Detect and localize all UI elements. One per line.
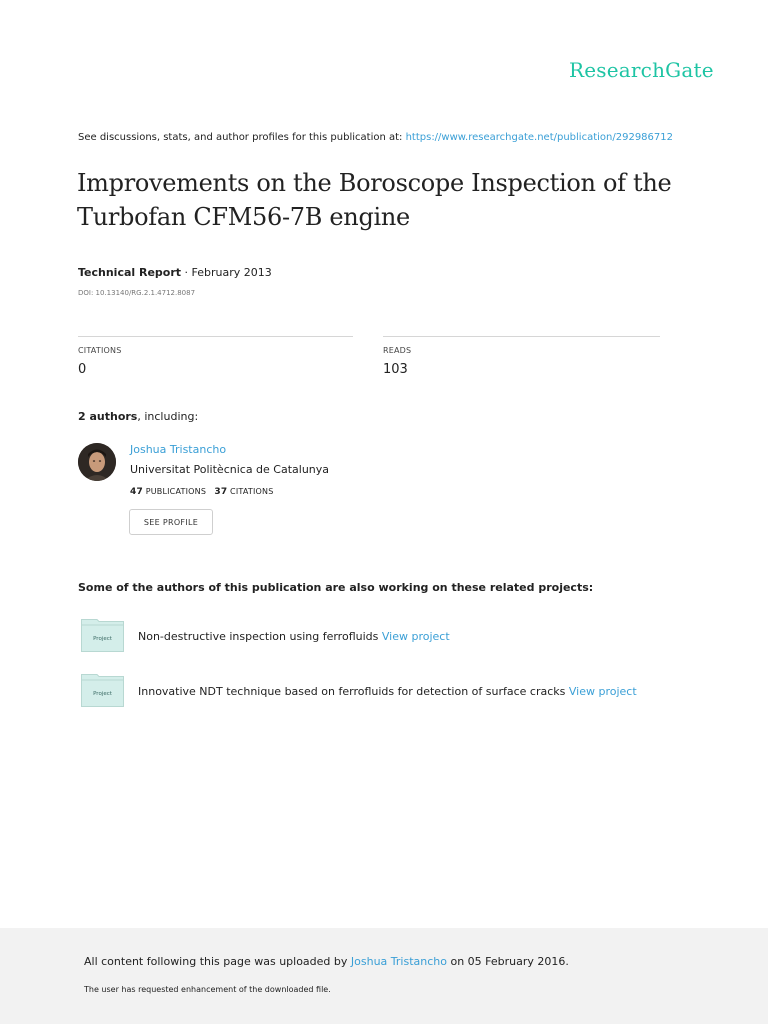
upload-notice: [84, 955, 569, 968]
reads-label: READS: [383, 346, 412, 355]
project-folder-icon: [81, 674, 124, 707]
authors-suffix: , including:: [137, 410, 199, 423]
project-icon-label: Project: [93, 636, 112, 642]
avatar-photo: [78, 443, 116, 481]
discussion-text: See discussions, stats, and author profiles for this publication at:: [78, 132, 406, 143]
project-folder-icon: [81, 619, 124, 652]
see-profile-button[interactable]: SEE PROFILE: [129, 509, 213, 535]
author-name-link[interactable]: Joshua Tristancho: [130, 443, 227, 456]
authors-count: 2 authors: [78, 410, 138, 423]
projects-heading: Some of the authors of this publication are also working on these related projects:: [78, 581, 594, 594]
publication-url-link[interactable]: https://www.researchgate.net/publication/292986712: [405, 132, 673, 143]
uploader-link[interactable]: Joshua Tristancho: [350, 955, 447, 968]
publication-date: · February 2013: [181, 266, 272, 279]
project-item: [138, 630, 450, 643]
view-project-link[interactable]: View project: [568, 685, 637, 698]
project-title: Non-destructive inspection using ferrofluids: [138, 630, 382, 643]
project-title: Innovative NDT technique based on ferrofluids for detection of surface cracks: [138, 685, 569, 698]
view-project-link[interactable]: View project: [381, 630, 450, 643]
researchgate-logo[interactable]: ResearchGate: [569, 58, 714, 82]
enhancement-note: The user has requested enhancement of the downloaded file.: [84, 985, 331, 994]
publication-doi: DOI: 10.13140/RG.2.1.4712.8087: [78, 289, 196, 297]
citations-label: CITATIONS: [78, 346, 122, 355]
project-item: [138, 685, 637, 698]
citations-divider: [78, 336, 353, 337]
reads-value: 103: [383, 362, 408, 377]
author-publications-count: 47: [130, 487, 143, 497]
publication-title: Improvements on the Boroscope Inspection of the Turbofan CFM56-7B engine: [77, 169, 672, 231]
author-citations-label: CITATIONS: [230, 487, 274, 496]
author-publications-label: PUBLICATIONS: [145, 487, 207, 496]
authors-heading: [78, 410, 198, 423]
upload-suffix: on 05 February 2016.: [446, 955, 569, 968]
publication-meta: [78, 266, 272, 279]
citations-value: 0: [78, 362, 87, 377]
discussion-line: [78, 132, 673, 143]
reads-divider: [383, 336, 660, 337]
author-institution: Universitat Politècnica de Catalunya: [130, 463, 330, 476]
publication-type: Technical Report: [78, 266, 182, 279]
footer-panel: [0, 928, 768, 1024]
author-avatar[interactable]: [78, 443, 116, 481]
author-citations-count: 37: [214, 487, 228, 497]
author-stats: [130, 487, 274, 497]
project-icon-label: Project: [93, 691, 112, 697]
upload-prefix: All content following this page was uploaded by: [84, 955, 351, 968]
